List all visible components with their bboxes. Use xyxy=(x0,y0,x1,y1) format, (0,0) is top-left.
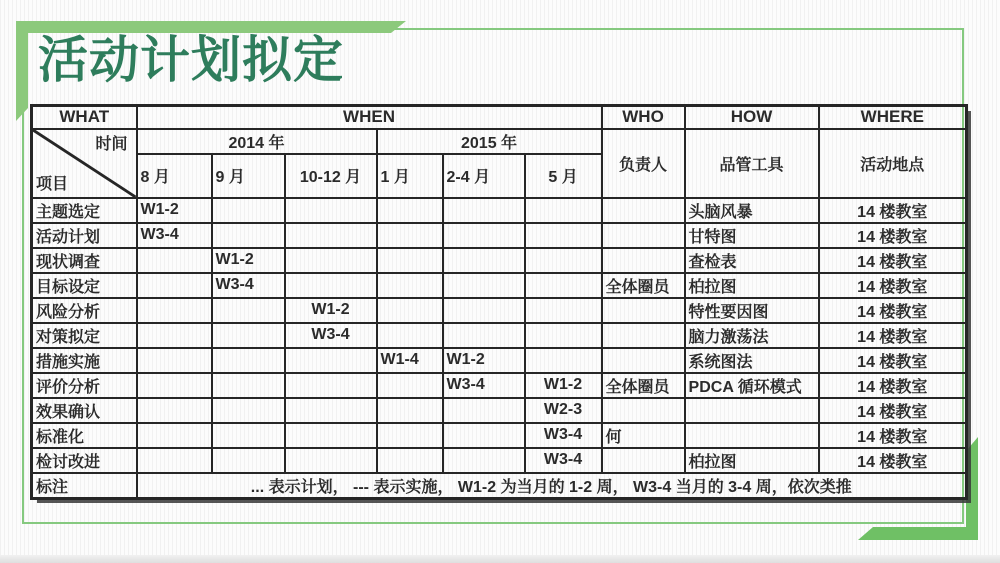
plan-cell xyxy=(137,298,212,323)
plan-cell xyxy=(525,198,602,223)
plan-cell xyxy=(212,398,285,423)
plan-cell xyxy=(685,423,819,448)
task-name-cell: 评价分析 xyxy=(32,373,137,398)
plan-cell xyxy=(137,423,212,448)
plan-cell: W3-4 xyxy=(525,448,602,473)
diagonal-time-label: 时间 xyxy=(95,135,128,153)
plan-cell xyxy=(212,373,285,398)
plan-cell: W1-2 xyxy=(285,298,377,323)
task-name-cell: 检讨改进 xyxy=(32,448,137,473)
plan-cell xyxy=(212,448,285,473)
month-header: 10-12 月 xyxy=(285,154,377,198)
plan-cell xyxy=(602,323,685,348)
activity-plan-table xyxy=(30,104,968,500)
table-row xyxy=(32,273,967,298)
bottom-edge-shadow xyxy=(0,555,1000,563)
plan-cell: W3-4 xyxy=(443,373,525,398)
plan-cell xyxy=(285,373,377,398)
plan-cell: 甘特图 xyxy=(685,223,819,248)
plan-cell xyxy=(685,398,819,423)
table-row xyxy=(32,198,967,223)
header-when: WHEN xyxy=(137,106,602,129)
plan-cell xyxy=(602,348,685,373)
plan-cell xyxy=(525,298,602,323)
plan-cell xyxy=(212,323,285,348)
plan-cell xyxy=(212,423,285,448)
plan-cell xyxy=(377,373,443,398)
plan-cell xyxy=(285,423,377,448)
plan-cell xyxy=(525,323,602,348)
diagonal-project-label: 项目 xyxy=(36,175,69,193)
plan-cell: 14 楼教室 xyxy=(819,423,967,448)
plan-cell xyxy=(602,398,685,423)
plan-cell: 系统图法 xyxy=(685,348,819,373)
task-name-cell: 活动计划 xyxy=(32,223,137,248)
plan-cell xyxy=(137,248,212,273)
plan-cell xyxy=(443,398,525,423)
table-row xyxy=(32,298,967,323)
task-rows xyxy=(32,198,967,473)
task-name-cell: 标准化 xyxy=(32,423,137,448)
plan-cell: W3-4 xyxy=(137,223,212,248)
month-header: 2-4 月 xyxy=(443,154,525,198)
plan-cell xyxy=(602,448,685,473)
plan-cell: 全体圈员 xyxy=(602,273,685,298)
subheader-person: 负责人 xyxy=(602,129,685,198)
plan-cell xyxy=(137,373,212,398)
plan-cell xyxy=(377,448,443,473)
header-row-5w xyxy=(32,106,967,129)
plan-cell xyxy=(285,348,377,373)
plan-cell: 特性要因图 xyxy=(685,298,819,323)
plan-cell xyxy=(525,223,602,248)
page-title: 活动计划拟定 xyxy=(38,32,344,88)
table-row xyxy=(32,448,967,473)
plan-cell xyxy=(602,198,685,223)
subheader-tool: 品管工具 xyxy=(685,129,819,198)
plan-cell xyxy=(443,223,525,248)
plan-cell: 查检表 xyxy=(685,248,819,273)
plan-cell xyxy=(377,298,443,323)
plan-cell xyxy=(443,298,525,323)
plan-cell xyxy=(212,198,285,223)
header-how: HOW xyxy=(685,106,819,129)
task-name-cell: 对策拟定 xyxy=(32,323,137,348)
plan-cell: W1-4 xyxy=(377,348,443,373)
plan-cell xyxy=(285,273,377,298)
task-name-cell: 目标设定 xyxy=(32,273,137,298)
task-name-cell: 主题选定 xyxy=(32,198,137,223)
month-header: 8 月 xyxy=(137,154,212,198)
plan-cell xyxy=(443,273,525,298)
plan-cell: 全体圈员 xyxy=(602,373,685,398)
plan-cell xyxy=(602,223,685,248)
bottom-right-bracket-horizontal xyxy=(858,527,978,540)
plan-cell: 14 楼教室 xyxy=(819,323,967,348)
plan-cell xyxy=(285,223,377,248)
table-row xyxy=(32,248,967,273)
plan-cell xyxy=(137,273,212,298)
plan-cell xyxy=(443,448,525,473)
diagonal-header-cell xyxy=(32,129,137,198)
plan-cell xyxy=(137,323,212,348)
plan-cell xyxy=(377,323,443,348)
header-who: WHO xyxy=(602,106,685,129)
table-row xyxy=(32,348,967,373)
plan-cell: 头脑风暴 xyxy=(685,198,819,223)
plan-cell: 何 xyxy=(602,423,685,448)
plan-cell: 14 楼教室 xyxy=(819,448,967,473)
task-name-cell: 效果确认 xyxy=(32,398,137,423)
plan-cell: W3-4 xyxy=(285,323,377,348)
table-row xyxy=(32,223,967,248)
plan-cell xyxy=(285,398,377,423)
plan-cell xyxy=(212,348,285,373)
plan-cell xyxy=(377,398,443,423)
plan-cell xyxy=(602,298,685,323)
plan-cell xyxy=(285,198,377,223)
plan-cell: W1-2 xyxy=(443,348,525,373)
plan-cell: 14 楼教室 xyxy=(819,198,967,223)
subheader-place: 活动地点 xyxy=(819,129,967,198)
note-text-cell: ... 表示计划， --- 表示实施， W1-2 为当月的 1-2 周， W3-4 当月的 3-4 周，依次类推 xyxy=(137,473,967,499)
plan-cell xyxy=(377,198,443,223)
plan-cell: 14 楼教室 xyxy=(819,223,967,248)
plan-cell xyxy=(602,248,685,273)
plan-cell xyxy=(285,448,377,473)
plan-cell xyxy=(137,448,212,473)
plan-cell: PDCA 循环模式 xyxy=(685,373,819,398)
table-row xyxy=(32,323,967,348)
header-row-years xyxy=(32,129,967,154)
table-row xyxy=(32,373,967,398)
plan-cell xyxy=(285,248,377,273)
plan-cell xyxy=(212,298,285,323)
header-where: WHERE xyxy=(819,106,967,129)
plan-cell xyxy=(525,348,602,373)
year-2014: 2014 年 xyxy=(137,129,377,154)
plan-cell xyxy=(377,423,443,448)
note-row xyxy=(32,473,967,499)
plan-cell: W1-2 xyxy=(137,198,212,223)
table-row xyxy=(32,423,967,448)
plan-cell: W1-2 xyxy=(212,248,285,273)
plan-cell xyxy=(443,323,525,348)
plan-cell: 脑力激荡法 xyxy=(685,323,819,348)
plan-cell: W1-2 xyxy=(525,373,602,398)
year-2015: 2015 年 xyxy=(377,129,602,154)
plan-cell xyxy=(443,248,525,273)
month-header: 1 月 xyxy=(377,154,443,198)
plan-cell: W3-4 xyxy=(525,423,602,448)
plan-cell xyxy=(377,248,443,273)
task-name-cell: 现状调查 xyxy=(32,248,137,273)
note-label-cell: 标注 xyxy=(32,473,137,499)
plan-cell xyxy=(525,273,602,298)
plan-cell: 柏拉图 xyxy=(685,273,819,298)
plan-cell xyxy=(377,273,443,298)
task-name-cell: 措施实施 xyxy=(32,348,137,373)
plan-cell xyxy=(137,348,212,373)
plan-cell: 柏拉图 xyxy=(685,448,819,473)
plan-cell: 14 楼教室 xyxy=(819,248,967,273)
header-what: WHAT xyxy=(32,106,137,129)
task-name-cell: 风险分析 xyxy=(32,298,137,323)
top-left-bracket-vertical xyxy=(16,21,28,121)
plan-cell xyxy=(443,198,525,223)
plan-cell xyxy=(443,423,525,448)
plan-cell: 14 楼教室 xyxy=(819,373,967,398)
month-header: 9 月 xyxy=(212,154,285,198)
plan-cell xyxy=(377,223,443,248)
plan-cell xyxy=(212,223,285,248)
plan-cell: 14 楼教室 xyxy=(819,398,967,423)
plan-cell xyxy=(525,248,602,273)
plan-cell: W3-4 xyxy=(212,273,285,298)
plan-cell xyxy=(137,398,212,423)
table-row xyxy=(32,398,967,423)
month-header: 5 月 xyxy=(525,154,602,198)
plan-cell: W2-3 xyxy=(525,398,602,423)
plan-cell: 14 楼教室 xyxy=(819,348,967,373)
plan-cell: 14 楼教室 xyxy=(819,273,967,298)
plan-cell: 14 楼教室 xyxy=(819,298,967,323)
